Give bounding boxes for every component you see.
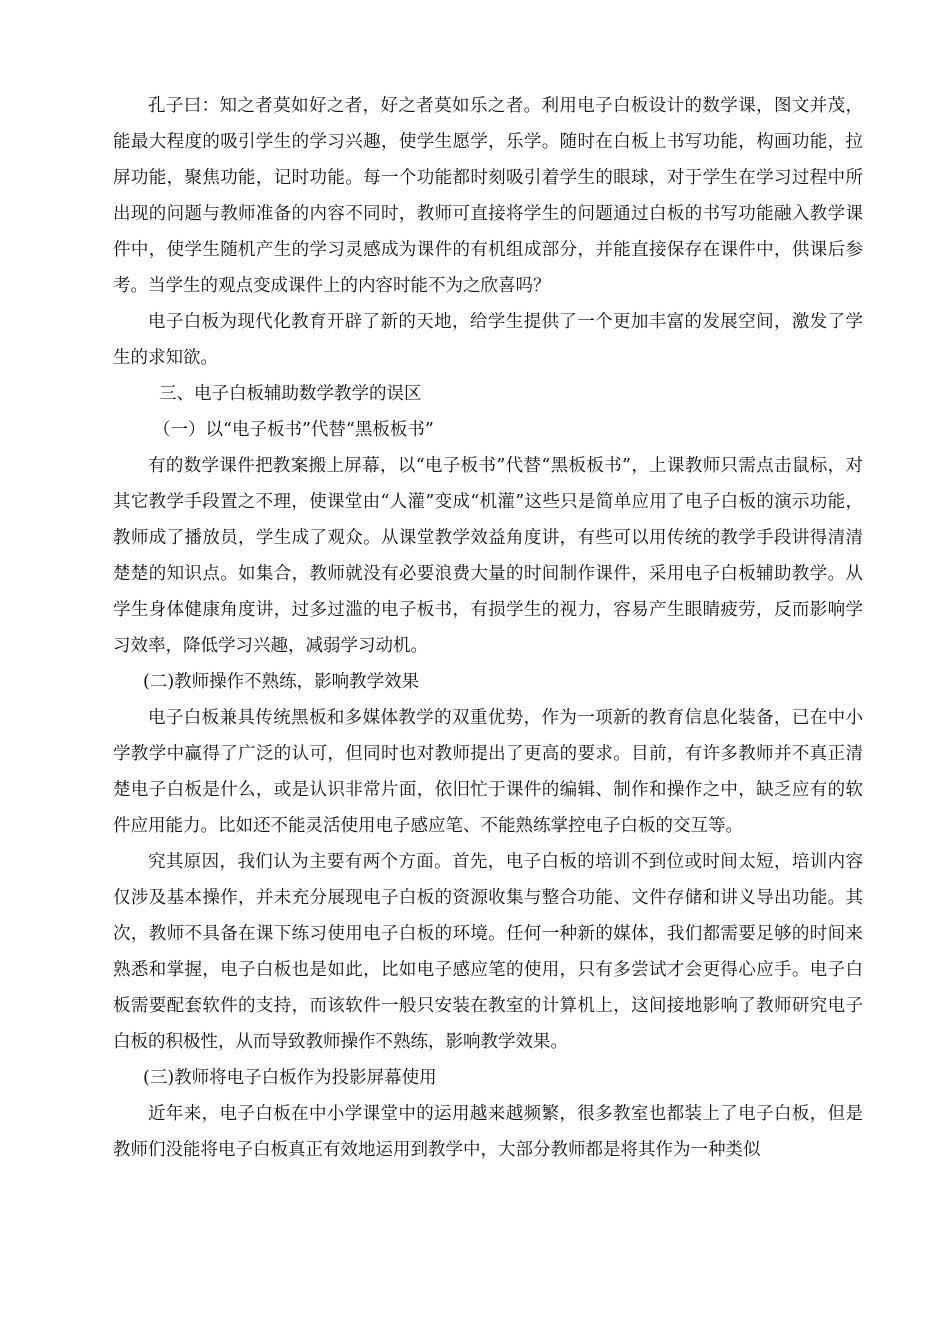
paragraph-reasons: 究其原因，我们认为主要有两个方面。首先，电子白板的培训不到位或时间太短，培训内容仅涉及基本操作，并未充分展现电子白板的资源收集与整合功能、文件存储和讲义导出功能。其次，教师不具备在课下练习使用电子白板的环境。任何一种新的媒体，我们都需要足够的时间来熟悉和掌握，电子白板也是如此，比如电子感应笔的使用，只有多尝试才会更得心应手。电子白板需要配套软件的支持，而该软件一般只安装在教室的计算机上，这间接地影响了教师研究电子白板的积极性，从而导致教师操作不熟练，影响教学效果。 — [113, 852, 863, 1052]
paragraph-confucius-quote: 孔子曰：知之者莫如好之者，好之者莫如乐之者。利用电子白板设计的数学课，图文并茂，能最大程度的吸引学生的学习兴趣，使学生愿学，乐学。随时在白板上书写功能，构画功能，拉屏功能，聚焦功能，记时功能。每一个功能都时刻吸引着学生的眼球，对于学生在学习过程中所出现的问题与教师准备的内容不同时，教师可直接将学生的问题通过白板的书写功能融入教学课件中，使学生随机产生的学习灵感成为课件的有机组成部分，并能直接保存在课件中，供课后参考。当学生的观点变成课件上的内容时能不为之欣喜吗？ — [113, 96, 863, 296]
subheading-projection-screen: (三)教师将电子白板作为投影屏幕使用 — [143, 1068, 437, 1088]
paragraph-whiteboard-benefit: 电子白板为现代化教育开辟了新的天地，给学生提供了一个更加丰富的发展空间，激发了学生的求知欲。 — [113, 312, 863, 368]
paragraph-whiteboard-advantages: 电子白板兼具传统黑板和多媒体教学的双重优势，作为一项新的教育信息化装备，已在中小学教学中赢得了广泛的认可，但同时也对教师提出了更高的要求。目前，有许多教师并不真正清楚电子白板是什么，或是认识非常片面，依旧忙于课件的编辑、制作和操作之中，缺乏应有的软件应用能力。比如还不能灵活使用电子感应笔、不能熟练掌控电子白板的交互等。 — [113, 708, 863, 836]
subheading-unskilled-operation: (二)教师操作不熟练，影响教学效果 — [143, 672, 420, 692]
subheading-electronic-board-writing: （一）以“电子板书”代替“黑板板书” — [153, 420, 434, 440]
paragraph-recent-years: 近年来，电子白板在中小学课堂中的运用越来越频繁，很多教室也都装上了电子白板，但是教师们没能将电子白板真正有效地运用到教学中，大部分教师都是将其作为一种类似 — [113, 1104, 863, 1160]
paragraph-electronic-board-writing: 有的数学课件把教案搬上屏幕，以“电子板书”代替“黑板板书”，上课教师只需点击鼠标，对其它教学手段置之不理，使课堂由“人灌”变成“机灌”这些只是简单应用了电子白板的演示功能，教师成了播放员，学生成了观众。从课堂教学效益角度讲，有些可以用传统的教学手段讲得清清楚楚的知识点。如集合，教师就没有必要浪费大量的时间制作课件，采用电子白板辅助教学。从学生身体健康角度讲，过多过滥的电子板书，有损学生的视力，容易产生眼睛疲劳，反而影响学习效率，降低学习兴趣，减弱学习动机。 — [113, 456, 863, 656]
section-heading-misconceptions: 三、电子白板辅助数学教学的误区 — [159, 384, 422, 404]
document-body — [113, 88, 863, 1168]
